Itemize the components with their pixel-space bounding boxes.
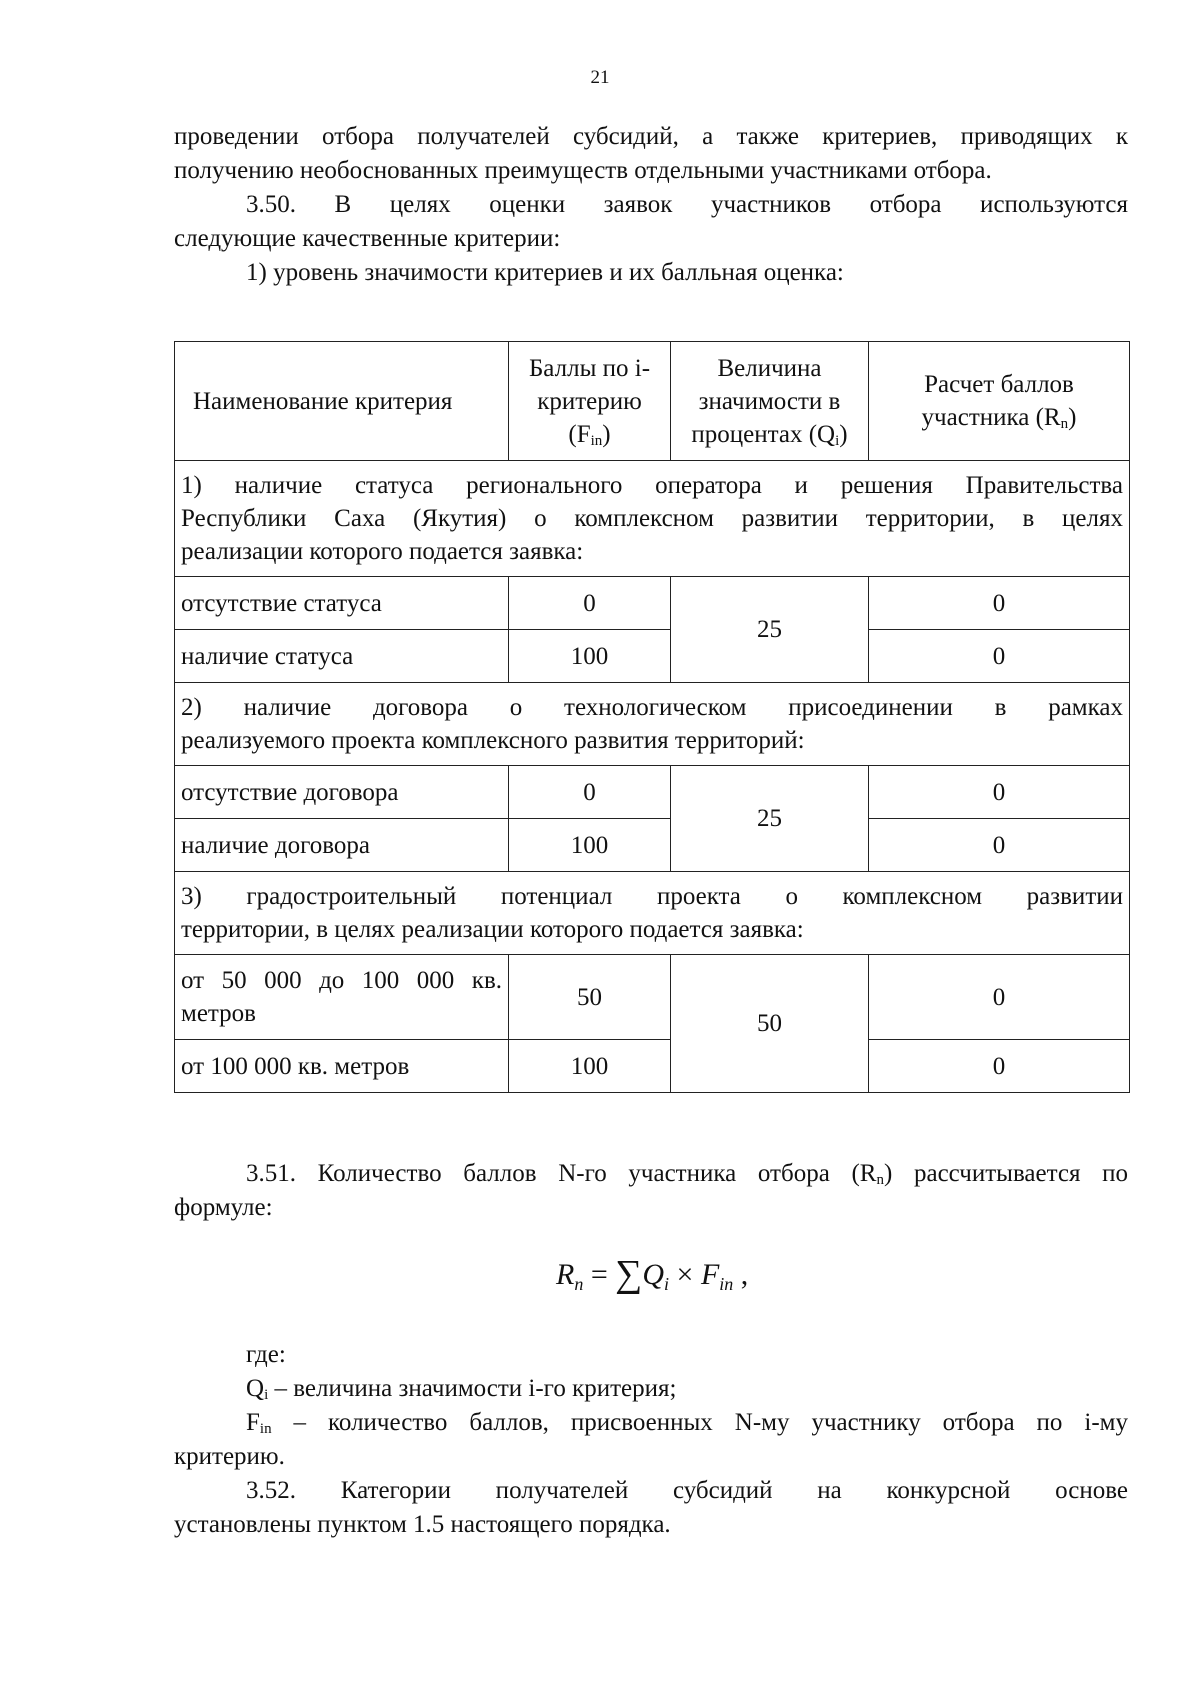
option-points: 100 bbox=[509, 1040, 671, 1093]
option-calc: 0 bbox=[869, 1040, 1130, 1093]
table-header-row bbox=[175, 342, 1130, 461]
section-1-title: 1) наличие статуса регионального оператора и решения Правительства Республики Саха (Якутия) о комплексном развитии территории, в целях реализации которого подается заявка: bbox=[175, 461, 1130, 577]
criterion-weight: 50 bbox=[671, 955, 869, 1093]
clause-3-50-line-1: 3.50. В целях оценки заявок участников отбора используются bbox=[246, 191, 1128, 218]
table-section-row bbox=[175, 683, 1130, 766]
table-row bbox=[175, 1040, 1130, 1093]
table-row bbox=[175, 766, 1130, 819]
option-calc: 0 bbox=[869, 819, 1130, 872]
option-points: 50 bbox=[509, 955, 671, 1040]
option-label: от 100 000 кв. метров bbox=[175, 1040, 509, 1093]
where-label: где: bbox=[246, 1341, 286, 1368]
definition-f-cont: критерию. bbox=[174, 1443, 285, 1470]
criterion-weight: 25 bbox=[671, 766, 869, 872]
clause-3-51-line-2: формуле: bbox=[174, 1194, 273, 1221]
option-points: 0 bbox=[509, 577, 671, 630]
intro-line-2: получению необоснованных преимуществ отдельными участниками отбора. bbox=[174, 157, 992, 184]
header-points: Баллы по i- критерию $(F_{in})$ bbox=[509, 342, 671, 461]
criterion-weight: 25 bbox=[671, 577, 869, 683]
criteria-table bbox=[174, 341, 1130, 1093]
header-weight: Величина значимости в процентах $(Q_i)$ bbox=[671, 342, 869, 461]
option-label: отсутствие договора bbox=[175, 766, 509, 819]
clause-3-51 bbox=[174, 1157, 1128, 1225]
clause-3-51-line-1: 3.51. Количество баллов N-го участника отбора $(R_n)$ рассчитывается по bbox=[246, 1160, 1128, 1188]
clause-3-52-line-1: 3.52. Категории получателей субсидий на конкурсной основе bbox=[246, 1477, 1128, 1504]
option-label: отсутствие статуса bbox=[175, 577, 509, 630]
table-row bbox=[175, 819, 1130, 872]
intro-line-1: проведении отбора получателей субсидий, а также критериев, приводящих к bbox=[174, 123, 1128, 150]
option-label: наличие договора bbox=[175, 819, 509, 872]
table-row bbox=[175, 577, 1130, 630]
option-points: 100 bbox=[509, 630, 671, 683]
header-criterion-name: Наименование критерия bbox=[175, 342, 509, 461]
page-number: 21 bbox=[590, 67, 610, 88]
option-calc: 0 bbox=[869, 577, 1130, 630]
option-calc: 0 bbox=[869, 766, 1130, 819]
table-row bbox=[175, 630, 1130, 683]
definition-f: $F_{in}$ – количество баллов, присвоенных N-му участнику отбора по i-му bbox=[246, 1409, 1128, 1437]
intro-text bbox=[174, 120, 1128, 290]
formula-definitions bbox=[174, 1338, 1128, 1542]
table-section-row bbox=[175, 872, 1130, 955]
option-label: от 50 000 до 100 000 кв. метров bbox=[175, 955, 509, 1040]
list-item-1-heading: 1) уровень значимости критериев и их балльная оценка: bbox=[246, 259, 844, 286]
option-points: 0 bbox=[509, 766, 671, 819]
option-points: 100 bbox=[509, 819, 671, 872]
option-calc: 0 bbox=[869, 955, 1130, 1040]
section-2-title: 2) наличие договора о технологическом присоединении в рамках реализуемого проекта комплексного развития территорий: bbox=[175, 683, 1130, 766]
table-row bbox=[175, 955, 1130, 1040]
sum-symbol: ∑ bbox=[615, 1253, 643, 1295]
table-section-row bbox=[175, 461, 1130, 577]
option-label: наличие статуса bbox=[175, 630, 509, 683]
definition-q: $Q_i$ – величина значимости i-го критерия; bbox=[246, 1375, 677, 1403]
section-3-title: 3) градостроительный потенциал проекта о комплексном развитии территории, в целях реализации которого подается заявка: bbox=[175, 872, 1130, 955]
header-calc: Расчет баллов участника $(R_n)$ bbox=[869, 342, 1130, 461]
option-calc: 0 bbox=[869, 630, 1130, 683]
score-formula: $R_n = \sum Q_i \times F_{in}$ , bbox=[556, 1253, 749, 1295]
clause-3-52-line-2: установлены пунктом 1.5 настоящего порядка. bbox=[174, 1511, 671, 1538]
clause-3-50-line-2: следующие качественные критерии: bbox=[174, 225, 561, 252]
